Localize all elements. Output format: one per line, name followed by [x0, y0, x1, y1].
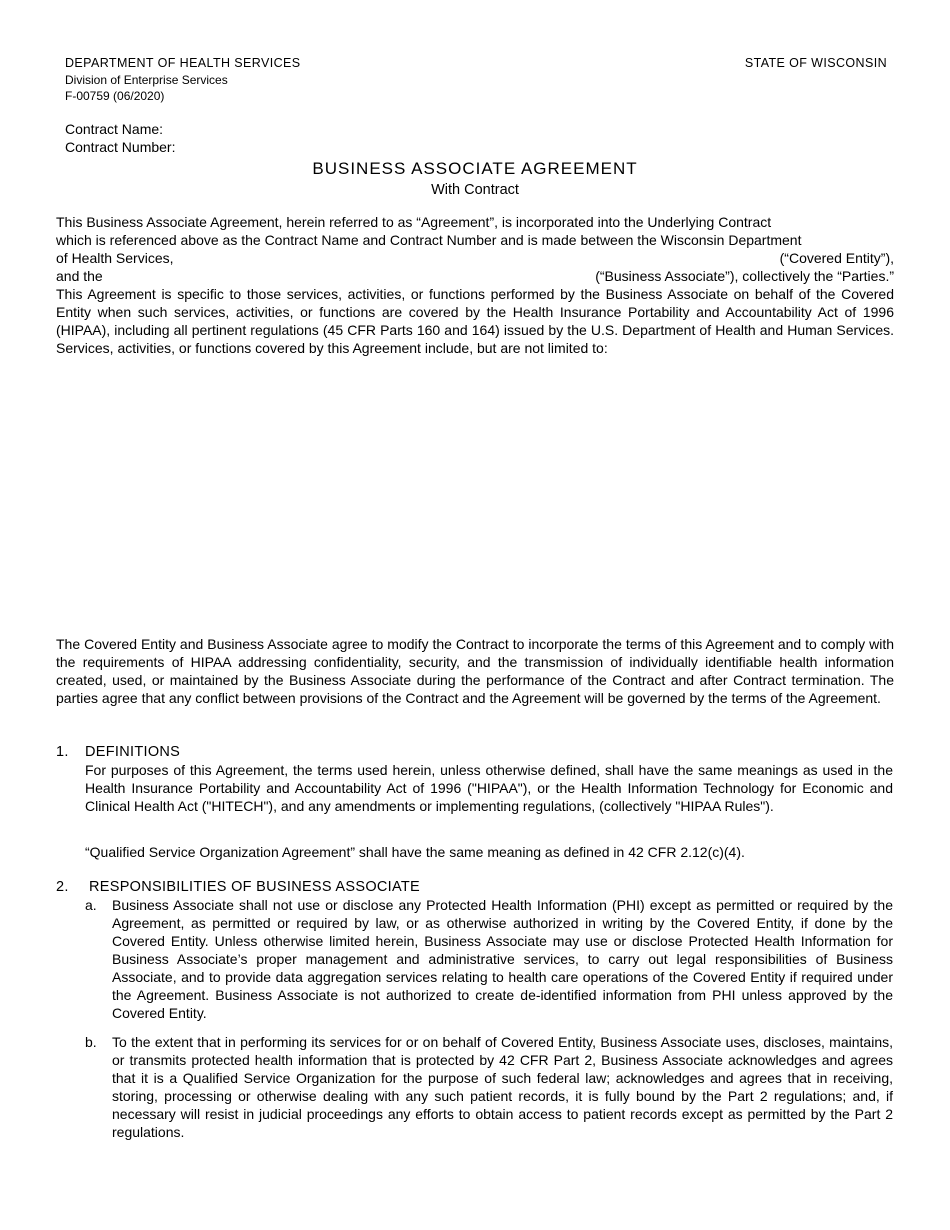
item-a-label: a. [85, 897, 97, 913]
division-name: Division of Enterprise Services [65, 73, 228, 87]
modify-contract-paragraph: The Covered Entity and Business Associate agree to modify the Contract to incorporate the terms of this Agreement and to comply with the requirements of HIPAA addressing confidentiality, security, and the transmission of individually identifiable health information created, used, or maintained by the Business Associate during the performance of the Contract and after Contract termination. The parties agree that any conflict between provisions of the Contract and the Agreement will be governed by the terms of the Agreement. [56, 636, 894, 706]
document-subtitle: With Contract [431, 182, 519, 198]
item-b-text: To the extent that in performing its services for or on behalf of Covered Entity, Business Associate uses, discloses, maintains, or transmits protected health information that is protected by 42 CFR Part 2, Business Associate acknowledges and agrees that it is a Qualified Service Organization for the purpose of such federal law; acknowledges and agrees that in receiving, storing, processing or otherwise dealing with any such patient records, it is fully bound by the Part 2 regulations; and, if necessary will resist in judicial proceedings any efforts to obtain access to patient records except as permitted by the Part 2 regulations. [112, 1034, 893, 1140]
document-title: BUSINESS ASSOCIATE AGREEMENT [312, 159, 638, 178]
section-1-number: 1. [56, 744, 69, 760]
section-2-heading: RESPONSIBILITIES OF BUSINESS ASSOCIATE [89, 879, 421, 895]
department-name: DEPARTMENT OF HEALTH SERVICES [65, 56, 301, 70]
intro-scope-paragraph: This Agreement is specific to those services, activities, or functions performed by the Business Associate on behalf of the Covered Entity when such services, activities, or functions are covered by the Health Insurance Portability and Accountability Act of 1996 (HIPAA), including all pertinent regulations (45 CFR Parts 160 and 164) issued by the U.S. Department of Health and Human Services. Services, activities, or functions covered by this Agreement include, but are not limited to: [56, 286, 894, 356]
business-associate-label: (“Business Associate”), collectively the “Parties.” [595, 268, 894, 284]
intro-line-3: of Health Services, [56, 250, 174, 266]
and-the-label: and the [56, 268, 103, 284]
item-b-label: b. [85, 1034, 97, 1050]
definitions-paragraph: For purposes of this Agreement, the terms used herein, unless otherwise defined, shall have the same meanings as used in the Health Insurance Portability and Accountability Act of 1996 ("HIPAA"), or the Health Information Technology for Economic and Clinical Health Act ("HITECH"), and any amendments or implementing regulations, (collectively "HIPAA Rules"). [85, 762, 893, 814]
intro-line-1: This Business Associate Agreement, herein referred to as “Agreement”, is incorporated into the Underlying Contract [56, 214, 772, 230]
state-name: STATE OF WISCONSIN [744, 56, 887, 70]
contract-number-label: Contract Number: [65, 139, 176, 155]
section-2-number: 2. [56, 879, 69, 895]
intro-line-2: which is referenced above as the Contract Name and Contract Number and is made between the Wisconsin Department [56, 232, 802, 248]
covered-entity-label: (“Covered Entity”), [779, 250, 894, 266]
item-a-text: Business Associate shall not use or disclose any Protected Health Information (PHI) except as permitted or required by the Agreement, as permitted or required by law, or as otherwise authorized in writing by the Covered Entity, if done by the Covered Entity. Unless otherwise limited herein, Business Associate may use or disclose Protected Health Information for Business Associate’s proper management and administrative services, to carry out legal responsibilities of Business Associate, and to provide data aggregation services relating to health care operations of the Covered Entity if required under the Agreement. Business Associate is not authorized to create de-identified information from PHI unless approved by the Covered Entity. [112, 897, 893, 1021]
qsoa-definition: “Qualified Service Organization Agreement” shall have the same meaning as defined in 42 CFR 2.12(c)(4). [85, 844, 745, 860]
contract-name-label: Contract Name: [65, 121, 164, 137]
section-1-heading: DEFINITIONS [85, 744, 181, 760]
form-number: F-00759 (06/2020) [65, 89, 165, 103]
